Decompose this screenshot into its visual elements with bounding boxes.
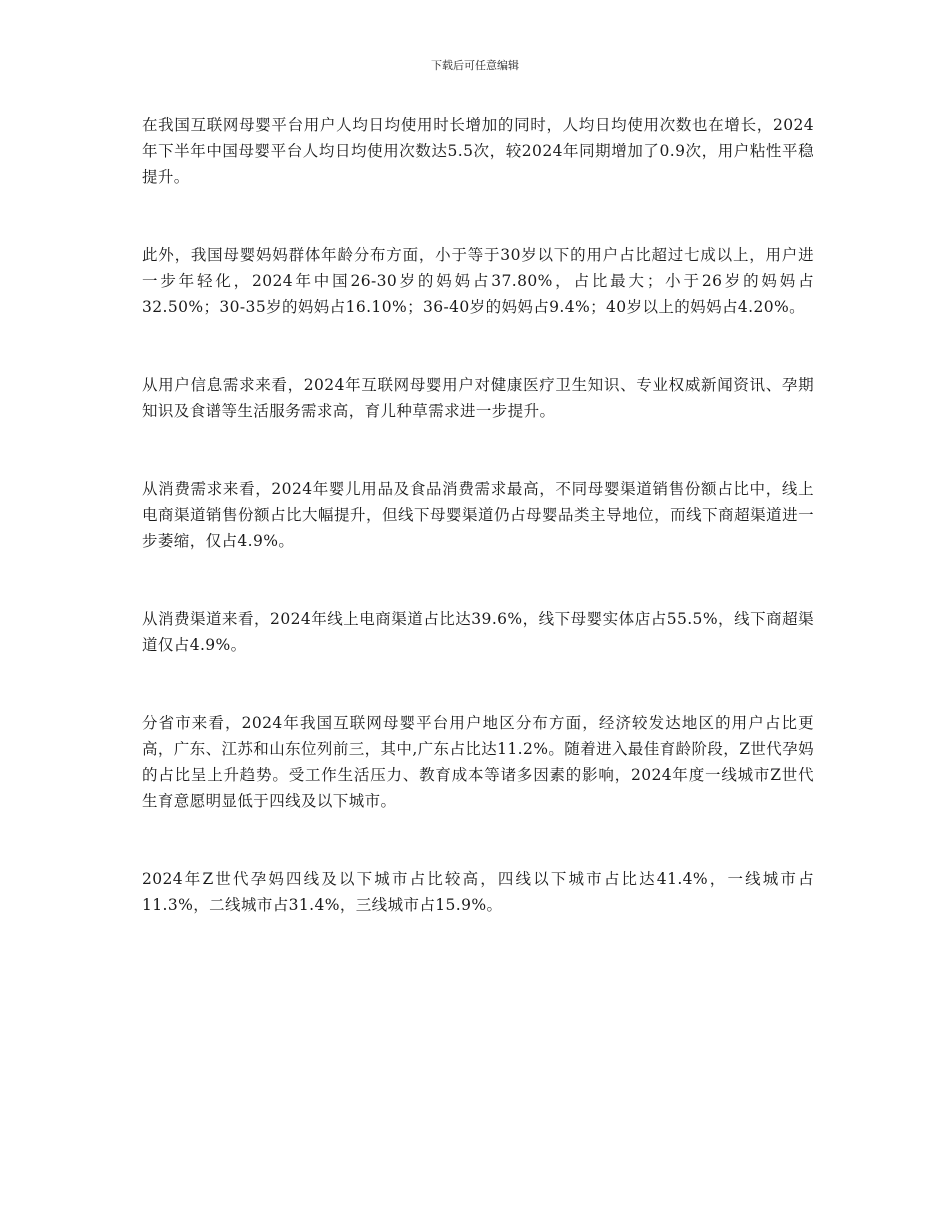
paragraph-city-tier-distribution: 2024年Z世代孕妈四线及以下城市占比较高，四线以下城市占比达41.4%，一线城市占11.3%，二线城市占31.4%，三线城市占15.9%。 (142, 870, 814, 914)
paragraph-usage-frequency: 在我国互联网母婴平台用户人均日均使用时长增加的同时，人均日均使用次数也在增长，2024年下半年中国母婴平台人均日均使用次数达5.5次，较2024年同期增加了0.9次，用户粘性平稳提升。 (142, 116, 814, 186)
paragraph-regional-distribution: 分省市来看，2024年我国互联网母婴平台用户地区分布方面，经济较发达地区的用户占比更高，广东、江苏和山东位列前三，其中,广东占比达11.2%。随着进入最佳育龄阶段，Z世代孕妈的占比呈上升趋势。受工作生活压力、教育成本等诸多因素的影响，2024年度一线城市Z世代生育意愿明显低于四线及以下城市。 (142, 714, 814, 810)
paragraph-consumption-channels: 从消费渠道来看，2024年线上电商渠道占比达39.6%，线下母婴实体店占55.5%，线下商超渠道仅占4.9%。 (142, 610, 814, 654)
page-header: 下载后可任意编辑 (431, 59, 519, 72)
paragraph-information-needs: 从用户信息需求来看，2024年互联网母婴用户对健康医疗卫生知识、专业权威新闻资讯、孕期知识及食谱等生活服务需求高，育儿种草需求进一步提升。 (142, 376, 814, 420)
paragraph-consumption-needs: 从消费需求来看，2024年婴儿用品及食品消费需求最高，不同母婴渠道销售份额占比中，线上电商渠道销售份额占比大幅提升，但线下母婴渠道仍占母婴品类主导地位，而线下商超渠道进一步萎缩，仅占4.9%。 (142, 480, 814, 550)
document-body (142, 112, 814, 918)
paragraph-age-distribution: 此外，我国母婴妈妈群体年龄分布方面，小于等于30岁以下的用户占比超过七成以上，用户进一步年轻化，2024年中国26-30岁的妈妈占37.80%，占比最大；小于26岁的妈妈占32.50%；30-35岁的妈妈占16.10%；36-40岁的妈妈占9.4%；40岁以上的妈妈占4.20%。 (142, 246, 814, 316)
